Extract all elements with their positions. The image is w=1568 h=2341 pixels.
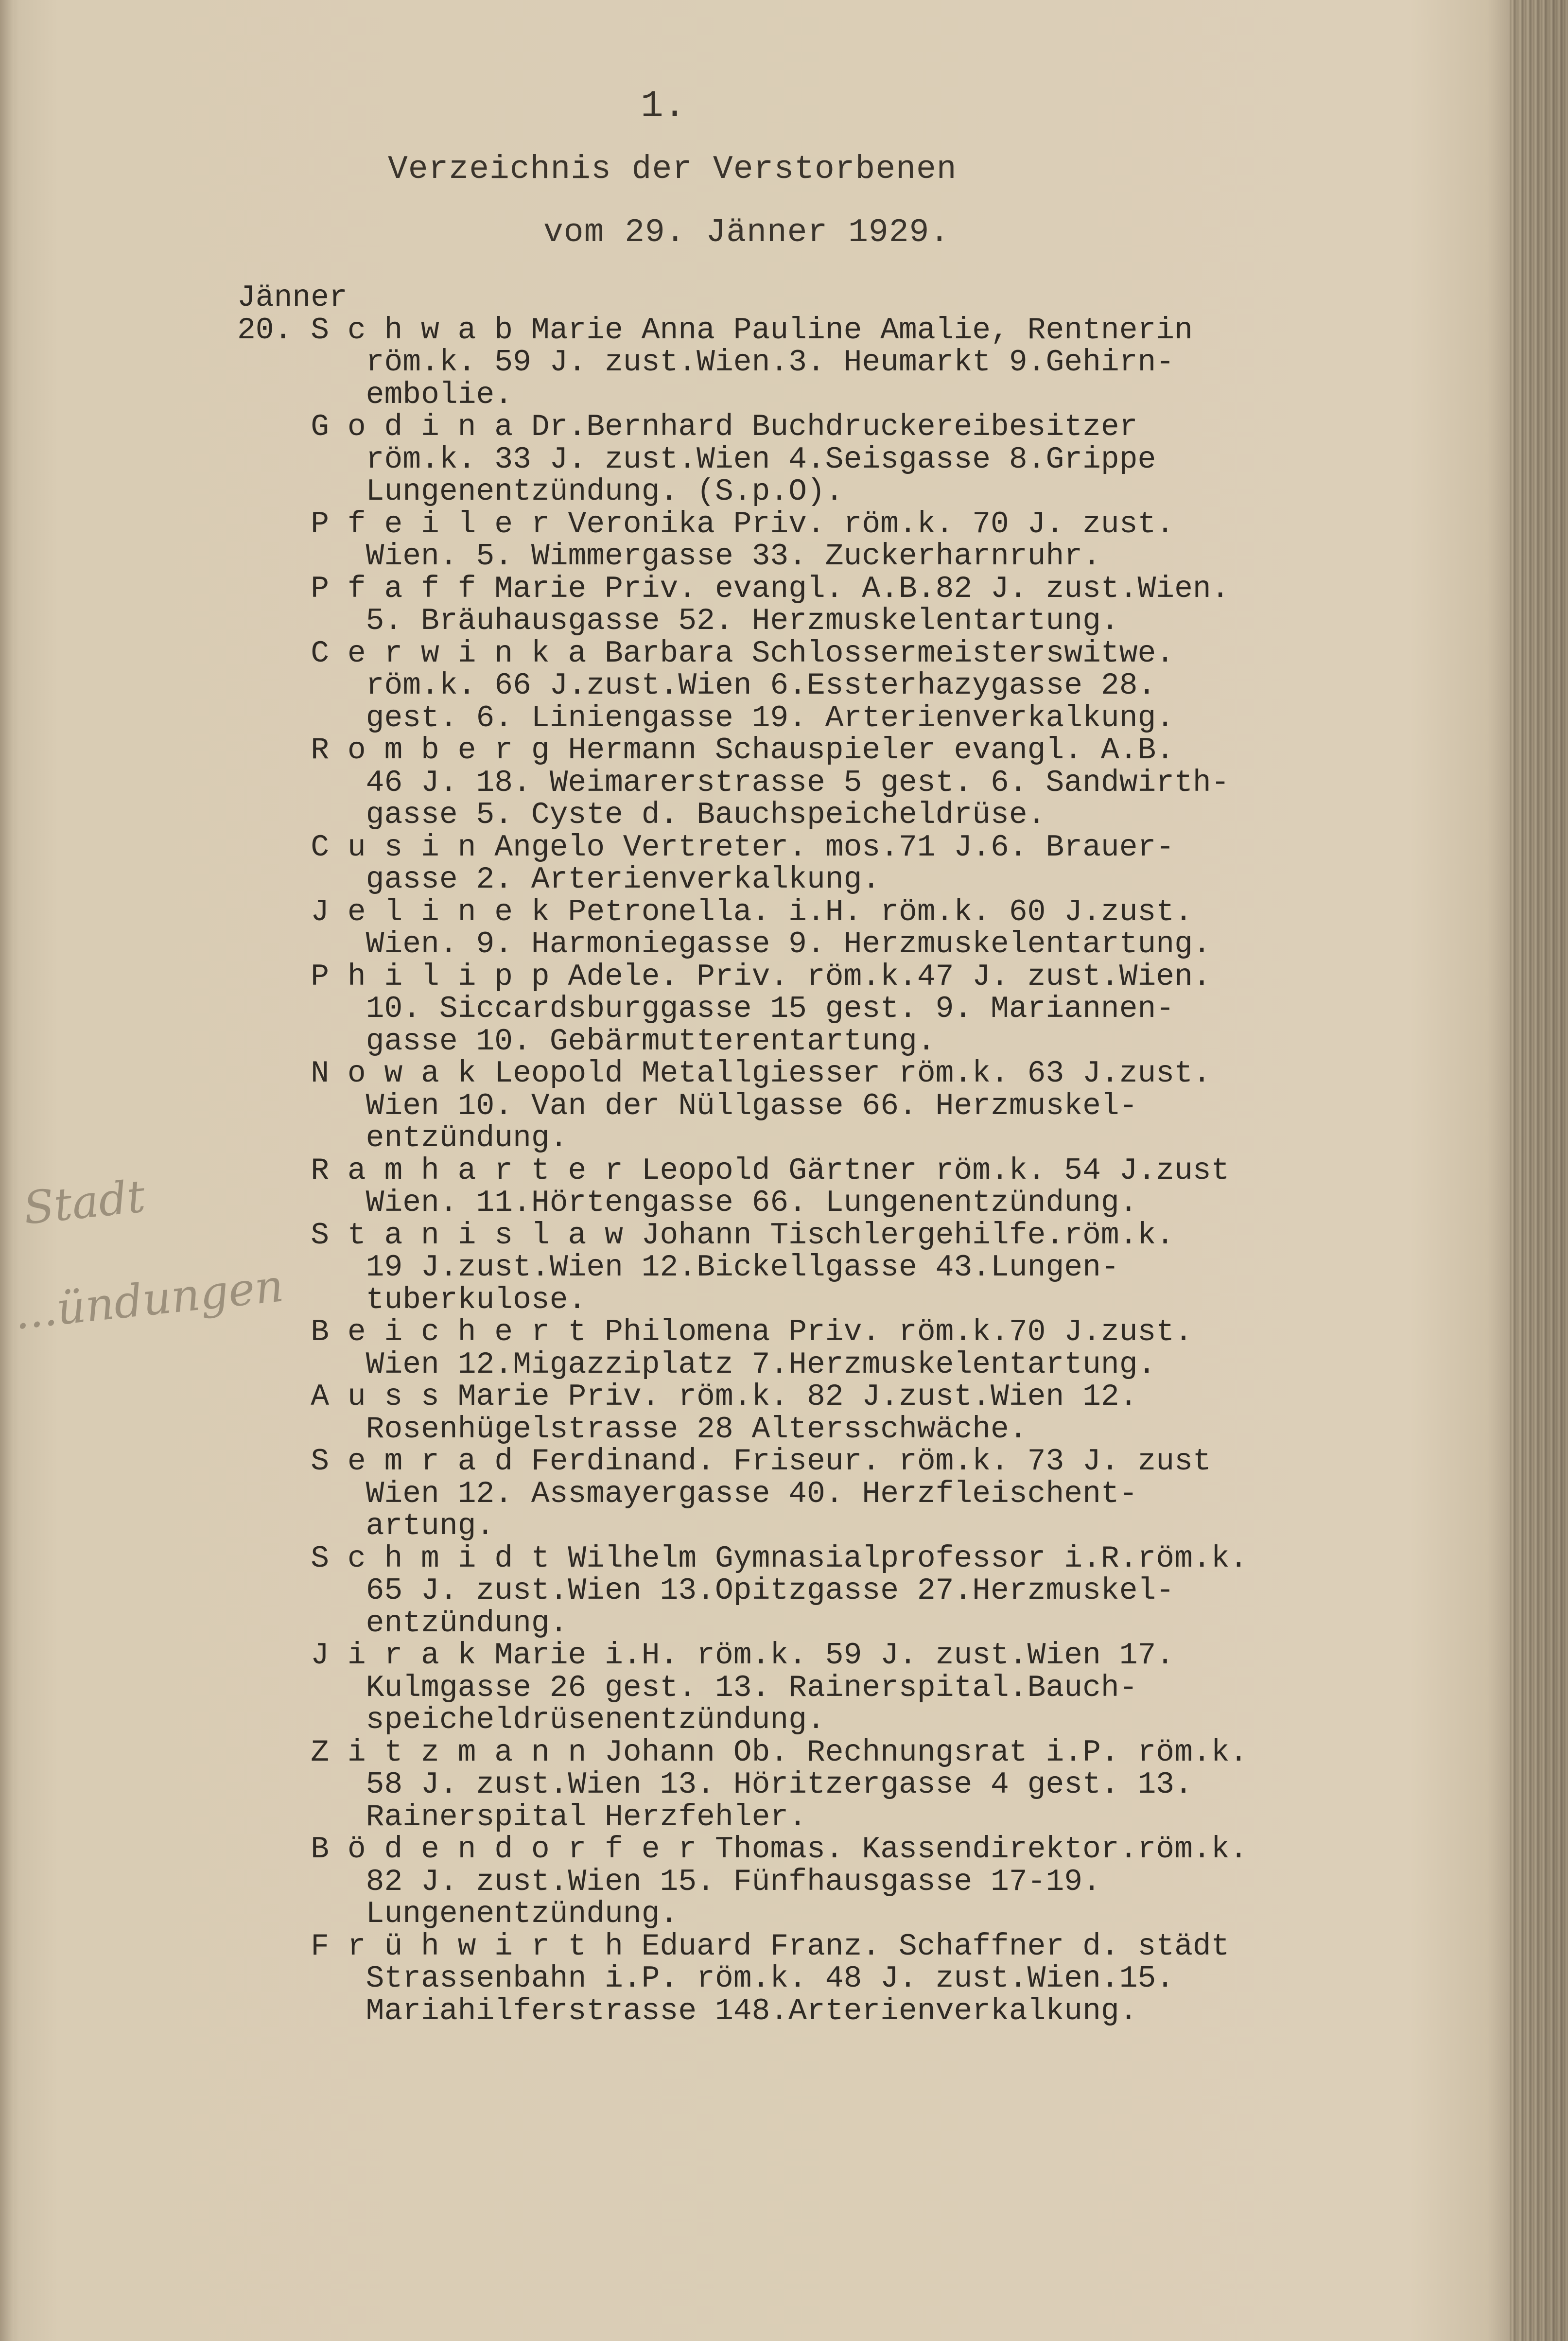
register-line: Wien. 5. Wimmergasse 33. Zuckerharnruhr.: [237, 539, 1101, 574]
register-line: P f a f f Marie Priv. evangl. A.B.82 J. zust.Wien.: [237, 571, 1230, 606]
register-line: S t a n i s l a w Johann Tischlergehilfe.röm.k.: [237, 1218, 1175, 1253]
register-line: Wien 10. Van der Nüllgasse 66. Herzmuskel-: [237, 1088, 1138, 1123]
margin-note: Stadt: [21, 1170, 148, 1235]
register-line: röm.k. 33 J. zust.Wien 4.Seisgasse 8.Grippe: [237, 442, 1156, 477]
register-line: tuberkulose.: [237, 1282, 587, 1317]
register-line: 5. Bräuhausgasse 52. Herzmuskelentartung.: [237, 604, 1119, 638]
register-line: J i r a k Marie i.H. röm.k. 59 J. zust.Wien 17.: [237, 1638, 1175, 1673]
page-title: Verzeichnis der Verstorbenen: [388, 151, 957, 188]
register-line: entzündung.: [237, 1606, 568, 1641]
register-line: embolie.: [237, 377, 513, 412]
register-line: B e i c h e r t Philomena Priv. röm.k.70 J.zust.: [237, 1315, 1193, 1349]
register-line: N o w a k Leopold Metallgiesser röm.k. 63 J.zust.: [237, 1056, 1211, 1091]
page-edge-left: [0, 0, 14, 2341]
register-line: gasse 2. Arterienverkalkung.: [237, 862, 881, 897]
register-line: R a m h a r t e r Leopold Gärtner röm.k. 54 J.zust: [237, 1153, 1230, 1188]
register-line: Strassenbahn i.P. röm.k. 48 J. zust.Wien.15.: [237, 1961, 1175, 1996]
register-line: 19 J.zust.Wien 12.Bickellgasse 43.Lungen-: [237, 1250, 1119, 1285]
page-number: 1.: [641, 85, 686, 128]
register-line: F r ü h w i r t h Eduard Franz. Schaffner d. städt: [237, 1929, 1230, 1964]
register-line: P h i l i p p Adele. Priv. röm.k.47 J. zust.Wien.: [237, 959, 1211, 994]
register-line: S c h m i d t Wilhelm Gymnasialprofessor i.R.röm.k.: [237, 1541, 1248, 1576]
death-register-list: [237, 282, 1481, 2027]
register-line: S e m r a d Ferdinand. Friseur. röm.k. 73 J. zust: [237, 1444, 1211, 1479]
register-line: Lungenentzündung.: [237, 1897, 679, 1931]
register-line: gasse 5. Cyste d. Bauchspeicheldrüse.: [237, 798, 1046, 832]
margin-note: ...ündungen: [11, 1259, 286, 1340]
register-line: Kulmgasse 26 gest. 13. Rainerspital.Bauch-: [237, 1670, 1138, 1705]
register-line: Rainerspital Herzfehler.: [237, 1799, 807, 1834]
page-edge-right: [1510, 0, 1568, 2341]
register-line: Wien 12. Assmayergasse 40. Herzfleischent-: [237, 1476, 1138, 1511]
register-line: B ö d e n d o r f e r Thomas. Kassendirektor.röm.k.: [237, 1832, 1248, 1867]
register-line: artung.: [237, 1509, 495, 1543]
register-line: 58 J. zust.Wien 13. Höritzergasse 4 gest. 13.: [237, 1767, 1193, 1802]
register-line: A u s s Marie Priv. röm.k. 82 J.zust.Wien 12.: [237, 1380, 1138, 1414]
register-line: röm.k. 59 J. zust.Wien.3. Heumarkt 9.Gehirn-: [237, 345, 1175, 380]
register-line: 46 J. 18. Weimarerstrasse 5 gest. 6. Sandwirth-: [237, 765, 1230, 800]
page-subtitle: vom 29. Jänner 1929.: [543, 214, 950, 251]
register-line: 65 J. zust.Wien 13.Opitzgasse 27.Herzmuskel-: [237, 1573, 1175, 1608]
register-line: Rosenhügelstrasse 28 Altersschwäche.: [237, 1412, 1028, 1447]
register-line: Lungenentzündung. (S.p.O).: [237, 474, 844, 509]
register-line: speicheldrüsenentzündung.: [237, 1703, 825, 1737]
register-line: entzündung.: [237, 1121, 568, 1155]
register-line: C e r w i n k a Barbara Schlossermeisterswitwe.: [237, 636, 1175, 671]
register-line: P f e i l e r Veronika Priv. röm.k. 70 J. zust.: [237, 507, 1175, 542]
register-line: R o m b e r g Hermann Schauspieler evangl. A.B.: [237, 733, 1175, 768]
register-line: J e l i n e k Petronella. i.H. röm.k. 60 J.zust.: [237, 894, 1193, 929]
register-line: 10. Siccardsburggasse 15 gest. 9. Mariannen-: [237, 992, 1175, 1026]
register-line: Mariahilferstrasse 148.Arterienverkalkung.: [237, 1993, 1138, 2028]
register-line: Wien. 9. Harmoniegasse 9. Herzmuskelentartung.: [237, 927, 1211, 961]
register-line: 20. S c h w a b Marie Anna Pauline Amalie, Rentnerin: [237, 313, 1193, 348]
register-line: C u s i n Angelo Vertreter. mos.71 J.6. Brauer-: [237, 830, 1175, 865]
register-line: Z i t z m a n n Johann Ob. Rechnungsrat i.P. röm.k.: [237, 1735, 1248, 1770]
register-line: Wien. 11.Hörtengasse 66. Lungenentzündung.: [237, 1186, 1138, 1220]
register-line: 82 J. zust.Wien 15. Fünfhausgasse 17-19.: [237, 1864, 1101, 1899]
register-line: röm.k. 66 J.zust.Wien 6.Essterhazygasse 28.: [237, 668, 1156, 703]
register-line: G o d i n a Dr.Bernhard Buchdruckereibesitzer: [237, 410, 1138, 444]
register-line: Jänner: [237, 280, 348, 315]
register-line: Wien 12.Migazziplatz 7.Herzmuskelentartung.: [237, 1347, 1156, 1382]
register-line: gasse 10. Gebärmutterentartung.: [237, 1024, 936, 1059]
register-line: gest. 6. Liniengasse 19. Arterienverkalkung.: [237, 700, 1175, 735]
document-sheet: [11, 0, 1510, 2341]
